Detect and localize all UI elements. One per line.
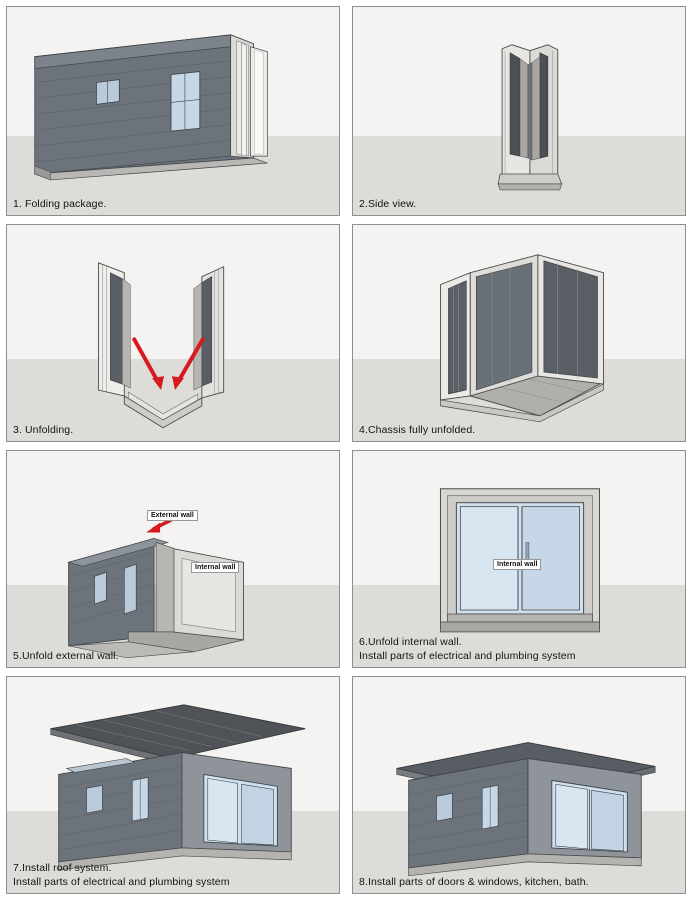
internal-wall-label: Internal wall <box>493 559 541 570</box>
step-caption-1: 1. Folding package. <box>13 198 107 210</box>
step-panel-8 <box>352 676 686 894</box>
folded-package-side-illustration <box>353 7 685 216</box>
step-panel-6 <box>352 450 686 668</box>
step-caption-6: 6.Unfold internal wall. Install parts of electrical and plumbing system <box>359 636 576 662</box>
step-caption-5: 5.Unfold external wall. <box>13 650 119 662</box>
scene-8 <box>353 677 685 893</box>
step-caption-7: 7.Install roof system. Install parts of electrical and plumbing system <box>13 862 230 888</box>
chassis-unfolded-illustration <box>353 225 685 442</box>
external-wall-illustration <box>7 451 339 668</box>
unfolding-illustration <box>7 225 339 442</box>
step-panel-7 <box>6 676 340 894</box>
scene-4 <box>353 225 685 441</box>
scene-3 <box>7 225 339 441</box>
step-panel-2 <box>352 6 686 216</box>
step-panel-1 <box>6 6 340 216</box>
scene-5 <box>7 451 339 667</box>
folded-package-illustration <box>7 7 339 216</box>
internal-wall-label: Internal wall <box>191 562 239 573</box>
finished-house-illustration <box>353 677 685 894</box>
external-wall-label: External wall <box>147 510 198 521</box>
step-caption-2: 2.Side view. <box>359 198 417 210</box>
step-caption-8: 8.Install parts of doors & windows, kitchen, bath. <box>359 876 589 888</box>
step-panel-4 <box>352 224 686 442</box>
step-caption-3: 3. Unfolding. <box>13 424 74 436</box>
step-caption-4: 4.Chassis fully unfolded. <box>359 424 476 436</box>
step-panel-5 <box>6 450 340 668</box>
step-panel-3 <box>6 224 340 442</box>
scene-1 <box>7 7 339 215</box>
scene-2 <box>353 7 685 215</box>
